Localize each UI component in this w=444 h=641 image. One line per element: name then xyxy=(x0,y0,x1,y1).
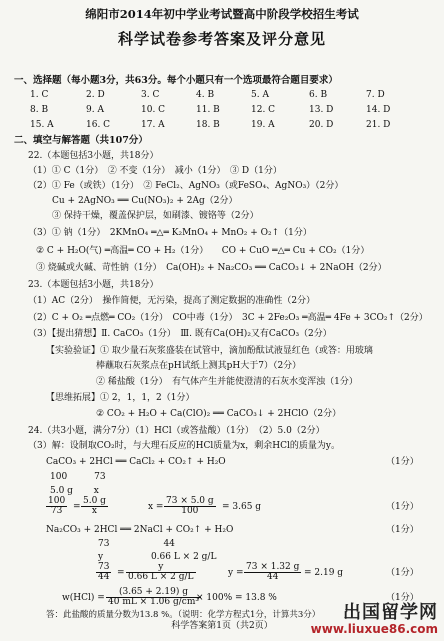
equation-caco3-hcl: CaCO₃ + 2HCl ══ CaCl₂ + CO₂↑ + H₂O xyxy=(46,457,226,467)
ratio1-left: $\frac{100}{73}$ xyxy=(48,496,66,516)
choice-answer: 20. D xyxy=(309,120,334,130)
q22-3a: （3）① 钠（1分） 2KMnO₄ ═△═ K₂MnO₄ + MnO₂ + O₂↑（1分） xyxy=(28,228,312,238)
choice-answer: 1. C xyxy=(30,90,49,100)
choice-answer: 11. B xyxy=(196,105,220,115)
ratio1-points: （1分） xyxy=(386,502,419,512)
choice-answer: 19. A xyxy=(251,120,275,130)
choice-answer: 12. C xyxy=(251,105,276,115)
q23-3c: 棒蘸取石灰浆点在pH试纸上测其pH大于7）（2分） xyxy=(96,361,302,371)
mass-fraction-points: （1分） xyxy=(386,593,419,603)
watermark-name: 出国留学网 xyxy=(343,602,438,623)
y-result: = 2.19 g xyxy=(304,568,344,578)
q23-3d: ② 稀盐酸（1分） 有气体产生并能使澄清的石灰水变浑浊（1分） xyxy=(96,377,358,387)
eq1-points: （1分） xyxy=(386,457,419,467)
q22-3c: ③ 烧碱或火碱、苛性钠（1分） Ca(OH)₂ + Na₂CO₃ ══ CaCO₃↓ + 2NaOH（2分） xyxy=(36,263,387,273)
eq1-quantity-row: 5.0 g x xyxy=(50,486,99,496)
choice-answer: 15. A xyxy=(30,120,54,130)
choice-answer: 5. A xyxy=(251,90,269,100)
final-answer: 答：此盐酸的质量分数为13.8 %。（说明：化学方程式1分，计算共3分） xyxy=(46,610,321,620)
eq2-mass-row: 73 44 xyxy=(98,539,175,549)
q23-2: （2）C + O₂ ═点燃═ CO₂（1分） CO中毒（1分） 3C + 2Fe₂O₃ ═高温═ 4Fe + 3CO₂↑（2分） xyxy=(28,313,428,323)
answer-key-title: 科学试卷参考答案及评分意见 xyxy=(117,30,326,48)
answer-sheet-page: 绵阳市2014年初中学业考试暨高中阶段学校招生考试 科学试卷参考答案及评分意见 一、选择题（每小题3分，共63分。每个小题只有一个选项最符合题目要求） 1. C 2. D 3. C 4. B 5. A 6. B 7. D 8. B 9. A 10. C 11. B 12. C 13. D 14. D 15. A 16. C 17. A 18. B 19. A 20. D 21. D 二、填空与解答题（共107分） 22.（本题包括3小题，共18分） （1）① C（1分） ② 不变（1分） 减小（1分） ③ D（1分） （2）① Fe（或铁）（1分） ② FeCl₂、AgNO₃（或FeSO₄、AgNO₃）（2分） Cu + 2AgNO₃ ══ Cu(NO₃)₂ + 2Ag（2分） ③ 保持干燥，覆盖保护层，如刷漆、镀铬等（2分） （3）① 钠（1分） 2KMnO₄ ═△═ K₂MnO₄ + MnO₂ + O₂↑（1分） ② C + H₂O(气) ═高温═ CO + H₂（1分） CO + CuO ═△═ Cu + CO₂（1分） ③ 烧碱或火碱、苛性钠（1分） Ca(OH)₂ + Na₂CO₃ ══ CaCO₃↓ + 2NaOH（2分） 23.（本题包括3小题，共18分） （1）AC（2分） 操作简便，无污染，提高了测定数据的准确性（2分） （2）C + O₂ ═点燃═ CO₂（1分） CO中毒（1分） 3C + 2Fe₂O₃ ═高温═ 4Fe + 3CO₂↑（2分） （3）【提出猜想】Ⅱ. CaCO₃（1分） Ⅲ. 既有Ca(OH)₂又有CaCO₃（2分） 【实验验证】① 取少量石灰浆盛装在试管中，滴加酚酞试液显红色（或答：用玻璃 棒蘸取石灰浆点在pH试纸上测其pH大于7）（2分） ② 稀盐酸（1分） 有气体产生并能使澄清的石灰水变浑浊（1分） 【思维拓展】① 2，1，1，2（1分） ② CO₂ + H₂O + Ca(ClO)₂ ══ CaCO₃↓ + 2HClO（2分） 24.（共3小题，满分7分）（1）HCl（或答盐酸）（1分） （2）5.0（2分） （3）解：设制取CO₂时，与大理石反应的HCl质量为x，剩余HCl的质量为y。 CaCO₃ + 2HCl ══ CaCl₂ + CO₂↑ + H₂O （1分） 100 73 5.0 g x $\frac{100}{73}$ = $\frac{5.0 g}{x}$ x = $\frac{73 \times 5.0 g}{100}$ = 3.65 g （1分） Na₂CO₃ + 2HCl ══ 2NaCl + CO₂↑ + H₂O （1分） 73 44 y 0.66 L × 2 g/L $\frac{73}{44}$ = $\frac{y}{0.66 L \times 2 g/L}$ y = $\frac{73 \times 1.32 g}{44}$ = 2.19 g （1分） w(HCl) = $\frac{(3.65 + 2.19) g}{\text{40 mL × 1.06 g/cm³}}$ × 100% = 13.8 % （1分） 答：此盐酸的质量分数为13.8 %。（说明：化学方程式1分，计算共3分） 科学答案第1页（共2页） 出国留学网 www.liuxue86.com xyxy=(0,0,444,641)
choice-answer: 4. B xyxy=(196,90,215,100)
eq2-points: （1分） xyxy=(386,525,419,535)
q22-2c: ③ 保持干燥，覆盖保护层，如刷漆、镀铬等（2分） xyxy=(52,211,259,221)
page-footer: 科学答案第1页（共2页） xyxy=(171,621,273,631)
ratio2-right: $\frac{y}{0.66 L \times 2 g/L}$ xyxy=(128,562,194,582)
part2-heading: 二、填空与解答题（共107分） xyxy=(14,135,148,146)
choice-answer: 14. D xyxy=(366,105,391,115)
choice-answer: 16. C xyxy=(86,120,111,130)
ratio1-right: $\frac{5.0 g}{x}$ xyxy=(83,496,106,516)
choice-answer: 2. D xyxy=(86,90,105,100)
ratio2-left: $\frac{73}{44}$ xyxy=(98,562,110,582)
x-result: = 3.65 g xyxy=(222,502,262,512)
choice-answer: 10. C xyxy=(141,105,166,115)
part1-heading: 一、选择题（每小题3分，共63分。每个小题只有一个选项最符合题目要求） xyxy=(14,75,338,86)
choice-answer: 7. D xyxy=(366,90,385,100)
choice-answer: 13. D xyxy=(309,105,334,115)
q23-3a: （3）【提出猜想】Ⅱ. CaCO₃（1分） Ⅲ. 既有Ca(OH)₂又有CaCO₃（2分） xyxy=(28,329,332,339)
choice-answer: 21. D xyxy=(366,120,391,130)
exam-title: 绵阳市2014年初中学业考试暨高中阶段学校招生考试 xyxy=(85,7,359,21)
equation-na2co3-hcl: Na₂CO₃ + 2HCl ══ 2NaCl + CO₂↑ + H₂O xyxy=(46,525,234,535)
q24-3: （3）解：设制取CO₂时，与大理石反应的HCl质量为x，剩余HCl的质量为y。 xyxy=(28,441,340,451)
x-fraction: $\frac{73 \times 5.0 g}{100}$ xyxy=(166,496,214,516)
choice-answer: 3. C xyxy=(141,90,160,100)
mass-fraction-result: × 100% = 13.8 % xyxy=(196,593,277,603)
choice-answer: 6. B xyxy=(309,90,328,100)
choice-answer: 9. A xyxy=(86,105,104,115)
q23-3e: 【思维拓展】① 2，1，1，2（1分） xyxy=(46,393,195,403)
q22-title: 22.（本题包括3小题，共18分） xyxy=(28,151,159,161)
q22-2b: Cu + 2AgNO₃ ══ Cu(NO₃)₂ + 2Ag（2分） xyxy=(52,196,238,206)
eq1-mass-row: 100 73 xyxy=(50,472,106,482)
eq2-quantity-row: y 0.66 L × 2 g/L xyxy=(98,552,217,562)
choice-answer: 17. A xyxy=(141,120,165,130)
watermark-url: www.liuxue86.com xyxy=(310,622,438,636)
q24-title: 24.（共3小题，满分7分）（1）HCl（或答盐酸）（1分） （2）5.0（2分） xyxy=(28,426,325,436)
site-watermark xyxy=(311,604,438,635)
q23-1: （1）AC（2分） 操作简便，无污染，提高了测定数据的准确性（2分） xyxy=(28,296,316,306)
choice-answer: 8. B xyxy=(30,105,49,115)
q22-1: （1）① C（1分） ② 不变（1分） 减小（1分） ③ D（1分） xyxy=(28,166,282,176)
q23-title: 23.（本题包括3小题，共18分） xyxy=(28,280,159,290)
y-fraction: $\frac{73 \times 1.32 g}{44}$ xyxy=(246,562,300,582)
q23-3f: ② CO₂ + H₂O + Ca(ClO)₂ ══ CaCO₃↓ + 2HClO（2分） xyxy=(96,409,342,419)
q22-2a: （2）① Fe（或铁）（1分） ② FeCl₂、AgNO₃（或FeSO₄、AgNO₃）（2分） xyxy=(28,181,344,191)
q23-3b: 【实验验证】① 取少量石灰浆盛装在试管中，滴加酚酞试液显红色（或答：用玻璃 xyxy=(46,346,373,356)
ratio2-points: （1分） xyxy=(386,568,419,578)
mass-fraction: $\frac{(3.65 + 2.19) g}{\text{40 mL × 1.06 g/cm³}}$ xyxy=(108,587,199,607)
choice-answer: 18. B xyxy=(196,120,220,130)
q22-3b: ② C + H₂O(气) ═高温═ CO + H₂（1分） CO + CuO ═△═ Cu + CO₂（1分） xyxy=(36,246,370,256)
